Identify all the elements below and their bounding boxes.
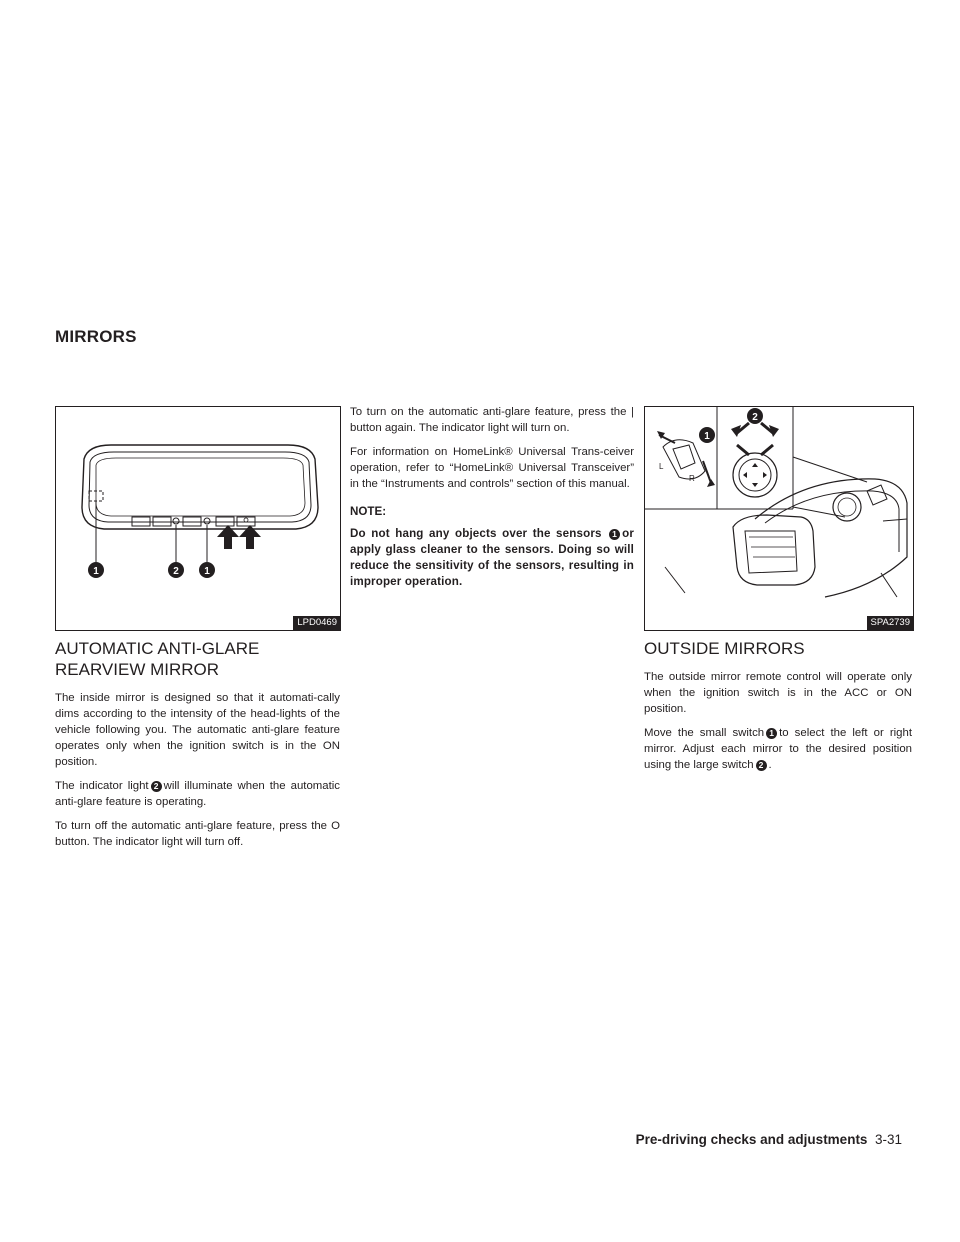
- paragraph: To turn on the automatic anti-glare feature, press the | button again. The indicator light will turn on.: [350, 406, 634, 434]
- text: Move the small switch: [644, 727, 765, 739]
- note-text: [350, 526, 634, 590]
- note-label: NOTE:: [350, 505, 387, 518]
- paragraph: The inside mirror is designed so that it automati-cally dims according to the intensity of the head-lights of the vehicle following you. The automatic anti-glare feature operates only when the ignition switch is in the ON position.: [55, 692, 340, 768]
- heading-anti-glare: [55, 638, 340, 680]
- callout-1b: 1: [204, 566, 210, 577]
- svg-text:R: R: [689, 474, 695, 483]
- column-2: [350, 404, 634, 602]
- callout-2: 2: [752, 412, 758, 423]
- paragraph: The outside mirror remote control will operate only when the ignition switch is in the ACC or ON position.: [644, 671, 912, 715]
- text: or apply glass cleaner to the sensors. Doing so will reduce the sensitivity of the sensors, resulting in improper operation.: [350, 527, 635, 588]
- heading-line-2: REARVIEW MIRROR: [55, 660, 220, 679]
- text: to select the left or right mirror. Adjust each mirror to the desired position using the large switch: [644, 727, 912, 771]
- column-3: [644, 638, 912, 773]
- text: Do not hang any objects over the sensors: [350, 527, 602, 540]
- heading-outside-mirrors: OUTSIDE MIRRORS: [644, 639, 805, 658]
- figure-code: SPA2739: [867, 616, 913, 630]
- rearview-mirror-figure: [55, 406, 341, 631]
- rearview-mirror-illustration: [56, 407, 340, 630]
- heading-line-1: AUTOMATIC ANTI-GLARE: [55, 639, 260, 658]
- figure-code: LPD0469: [293, 616, 340, 630]
- text: The indicator light: [55, 780, 149, 792]
- text: .: [768, 759, 772, 771]
- paragraph: [644, 725, 912, 773]
- callout-1-inline: 1: [609, 529, 620, 540]
- callout-1-inline: 1: [766, 728, 777, 739]
- paragraph: To turn off the automatic anti-glare feature, press the O button. The indicator light will turn off.: [55, 820, 340, 848]
- footer-section: Pre-driving checks and adjustments: [635, 1132, 868, 1147]
- page-footer: [636, 1132, 902, 1147]
- paragraph: [55, 778, 340, 810]
- callout-1: 1: [93, 566, 99, 577]
- text: will illuminate when the automatic anti-glare feature is operating.: [55, 780, 340, 808]
- page-number: 3-31: [874, 1132, 902, 1147]
- section-title: MIRRORS: [55, 327, 137, 346]
- mirror-switch-figure: [644, 406, 914, 631]
- paragraph: For information on HomeLink® Universal Trans-ceiver operation, refer to “HomeLink® Universal Transceiver” in the “Instruments and controls” section of this manual.: [350, 446, 634, 490]
- column-1: [55, 638, 340, 850]
- callout-2-inline: 2: [151, 781, 162, 792]
- svg-text:L: L: [659, 462, 664, 471]
- callout-2-inline: 2: [756, 760, 767, 771]
- mirror-switch-illustration: [645, 407, 913, 630]
- callout-1: 1: [704, 431, 710, 442]
- callout-2: 2: [173, 566, 179, 577]
